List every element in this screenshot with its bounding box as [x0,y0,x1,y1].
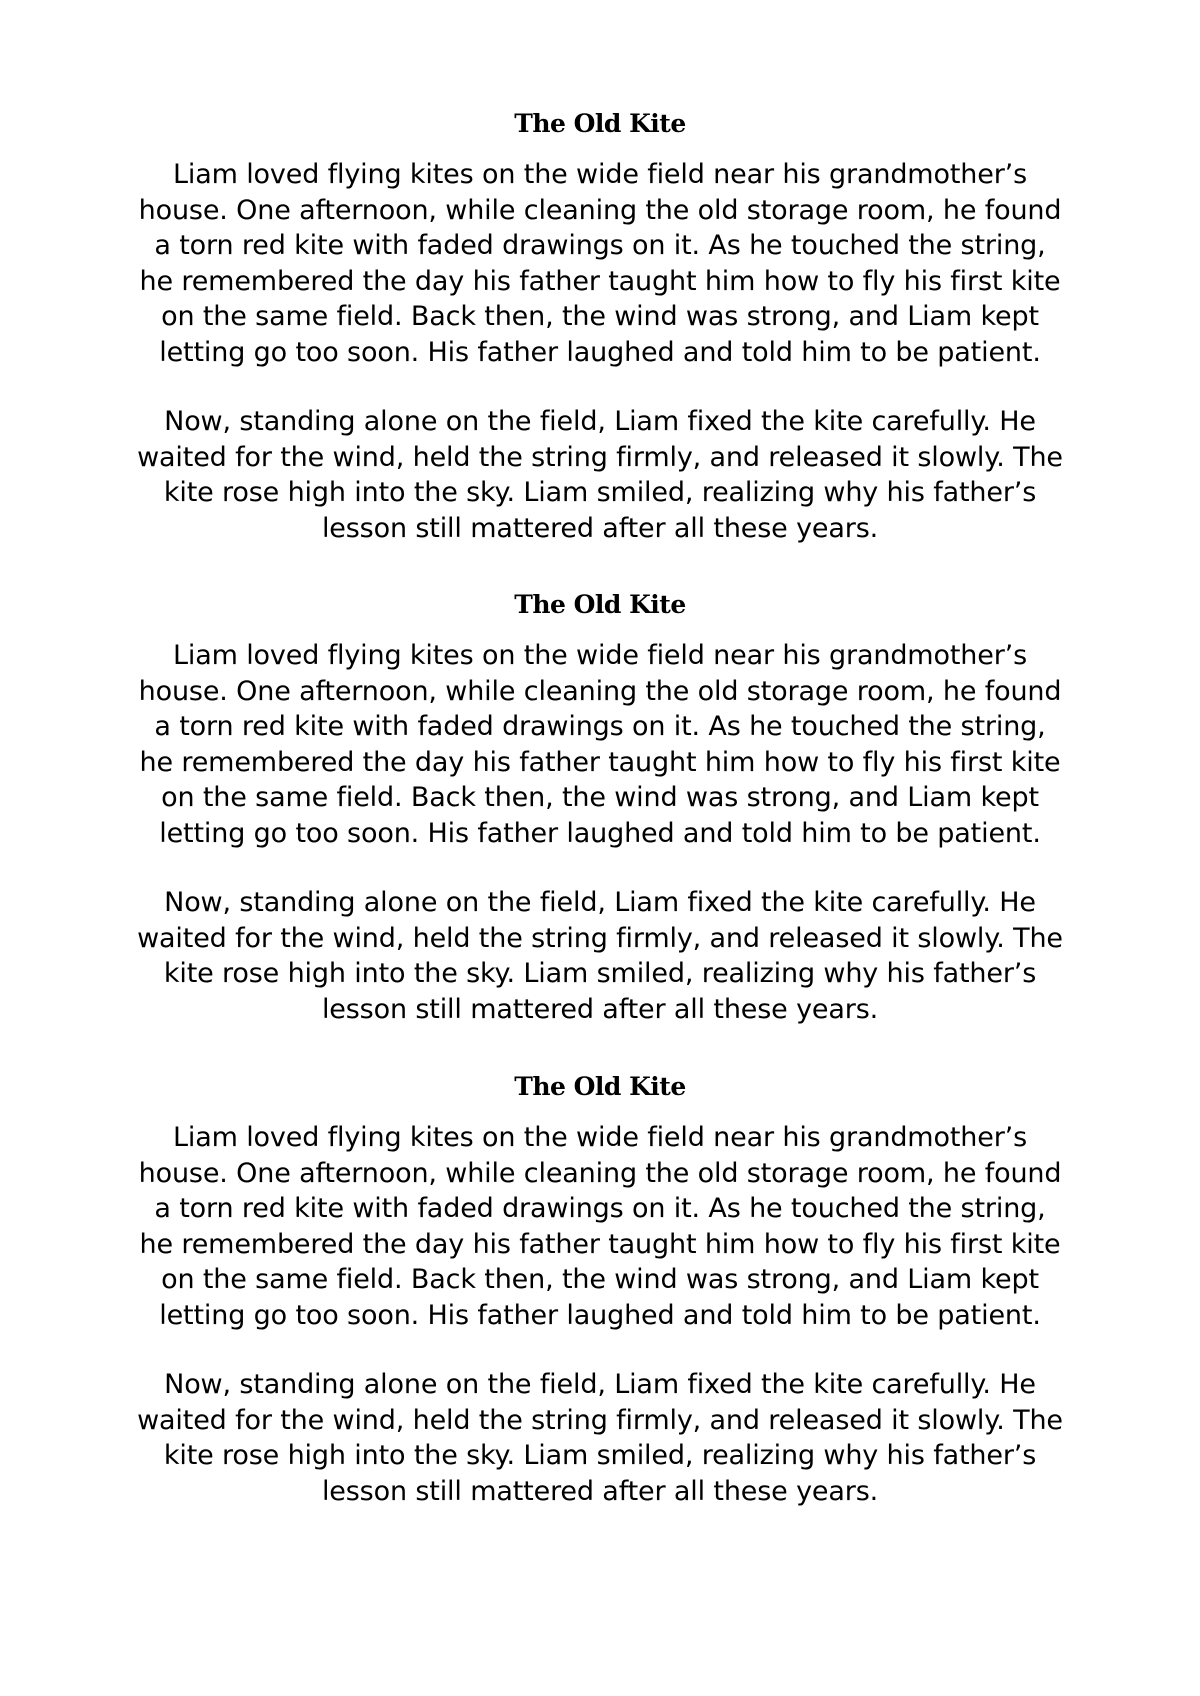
story-paragraph: Now, standing alone on the field, Liam fixed the kite carefully. He waited for the wind, held the string firmly, and released it slowly. The kite rose high into the sky. Liam smiled, realizing why his father’s lesson still mattered after all these years. [137,1369,1063,1507]
story-title: The Old Kite [514,1072,686,1101]
story-paragraph: Now, standing alone on the field, Liam fixed the kite carefully. He waited for the wind, held the string firmly, and released it slowly. The kite rose high into the sky. Liam smiled, realizing why his father’s lesson still mattered after all these years. [137,406,1063,544]
story-section [60,1071,1140,1509]
story-title: The Old Kite [514,109,686,138]
story-paragraph: Liam loved flying kites on the wide field near his grandmother’s house. One afternoon, while cleaning the old storage room, he found a torn red kite with faded drawings on it. As he touched the string, he remembered the day his father taught him how to fly his first kite on the same field. Back then, the wind was strong, and Liam kept letting go too soon. His father laughed and told him to be patient. [138,1122,1062,1331]
story-title: The Old Kite [514,590,686,619]
story-section [60,108,1140,546]
story-paragraph: Now, standing alone on the field, Liam fixed the kite carefully. He waited for the wind, held the string firmly, and released it slowly. The kite rose high into the sky. Liam smiled, realizing why his father’s lesson still mattered after all these years. [137,887,1063,1025]
story-paragraph: Liam loved flying kites on the wide field near his grandmother’s house. One afternoon, while cleaning the old storage room, he found a torn red kite with faded drawings on it. As he touched the string, he remembered the day his father taught him how to fly his first kite on the same field. Back then, the wind was strong, and Liam kept letting go too soon. His father laughed and told him to be patient. [138,640,1062,849]
story-section [60,589,1140,1027]
story-paragraph: Liam loved flying kites on the wide field near his grandmother’s house. One afternoon, while cleaning the old storage room, he found a torn red kite with faded drawings on it. As he touched the string, he remembered the day his father taught him how to fly his first kite on the same field. Back then, the wind was strong, and Liam kept letting go too soon. His father laughed and told him to be patient. [138,159,1062,368]
